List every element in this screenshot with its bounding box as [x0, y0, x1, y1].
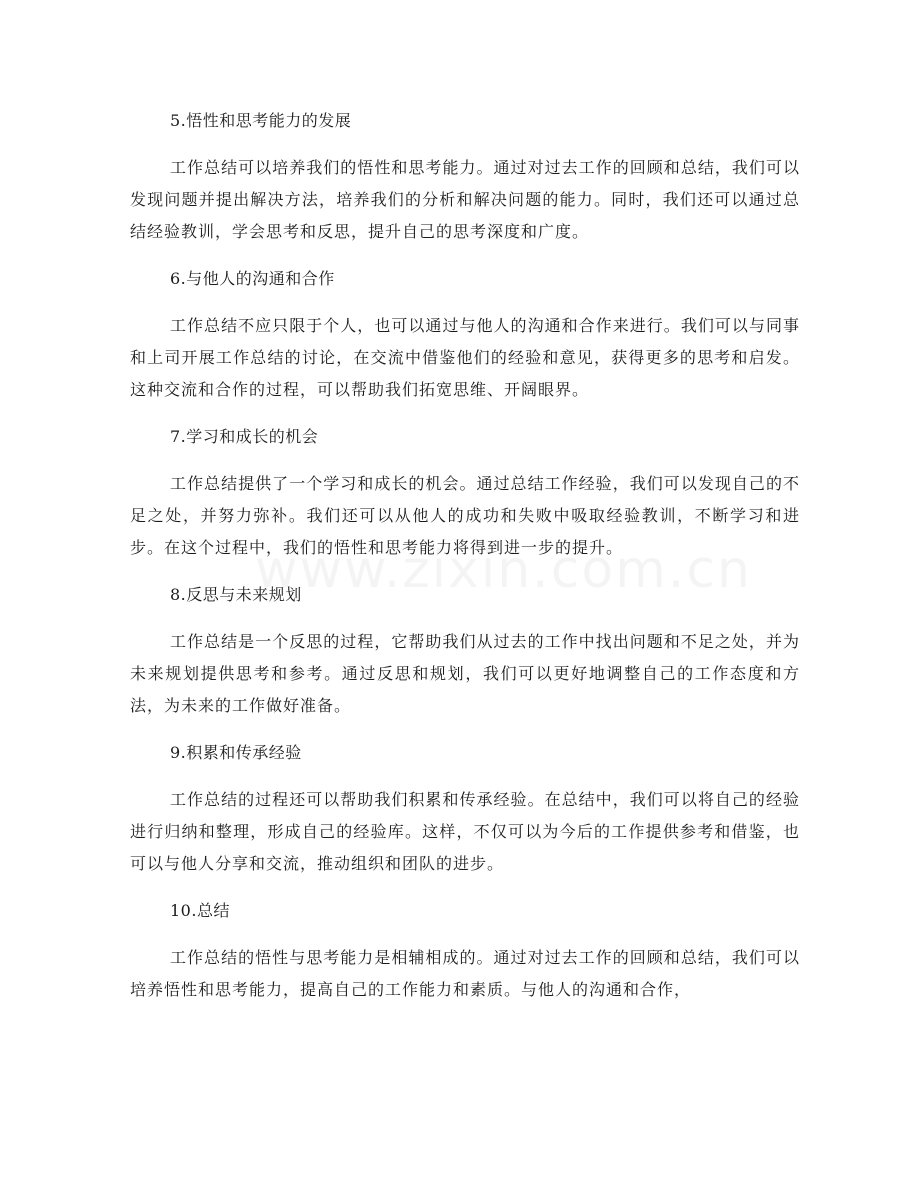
section-6 [130, 263, 800, 406]
section-paragraph: 工作总结是一个反思的过程，它帮助我们从过去的工作中找出问题和不足之处，并为未来规划提供思考和参考。通过反思和规划，我们可以更好地调整自己的工作态度和方法，为未来的工作做好准备。 [130, 632, 800, 715]
section-paragraph: 工作总结可以培养我们的悟性和思考能力。通过对过去工作的回顾和总结，我们可以发现问题并提出解决方法，培养我们的分析和解决问题的能力。同时，我们还可以通过总结经验教训，学会思考和反思，提升自己的思考深度和广度。 [130, 158, 800, 241]
section-paragraph: 工作总结的过程还可以帮助我们积累和传承经验。在总结中，我们可以将自己的经验进行归纳和整理，形成自己的经验库。这样，不仅可以为今后的工作提供参考和借鉴，也可以与他人分享和交流，推动组织和团队的进步。 [130, 790, 800, 873]
section-heading: 10.总结 [170, 901, 230, 920]
section-7 [130, 421, 800, 564]
section-paragraph: 工作总结的悟性与思考能力是相辅相成的。通过对过去工作的回顾和总结，我们可以培养悟性和思考能力，提高自己的工作能力和素质。与他人的沟通和合作， [130, 948, 800, 999]
section-10 [130, 895, 800, 1006]
document-body [130, 105, 800, 1021]
section-heading: 7.学习和成长的机会 [170, 427, 319, 446]
section-paragraph: 工作总结不应只限于个人，也可以通过与他人的沟通和合作来进行。我们可以与同事和上司开展工作总结的讨论，在交流中借鉴他们的经验和意见，获得更多的思考和启发。这种交流和合作的过程，可以帮助我们拓宽思维、开阔眼界。 [130, 316, 800, 399]
section-heading: 6.与他人的沟通和合作 [170, 269, 335, 288]
section-8 [130, 579, 800, 722]
section-heading: 9.积累和传承经验 [170, 743, 302, 762]
section-9 [130, 737, 800, 880]
section-heading: 8.反思与未来规划 [170, 585, 302, 604]
section-paragraph: 工作总结提供了一个学习和成长的机会。通过总结工作经验，我们可以发现自己的不足之处，并努力弥补。我们还可以从他人的成功和失败中吸取经验教训，不断学习和进步。在这个过程中，我们的悟性和思考能力将得到进一步的提升。 [130, 474, 800, 557]
section-5 [130, 105, 800, 248]
section-heading: 5.悟性和思考能力的发展 [170, 111, 352, 130]
